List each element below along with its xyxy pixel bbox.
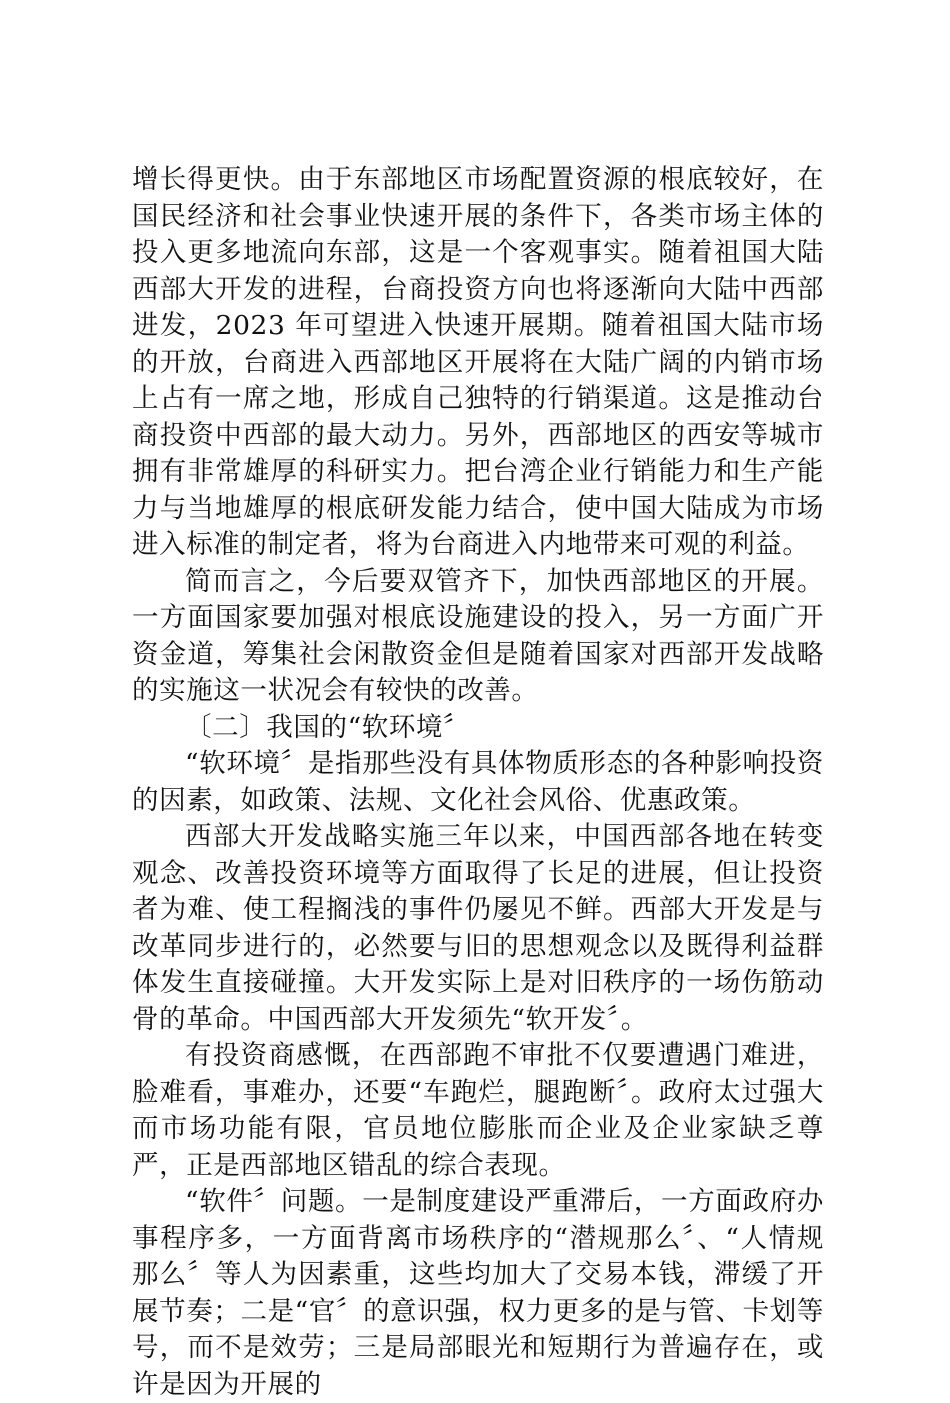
document-page <box>132 162 824 1403</box>
paragraph-software-issues: “软件〞问题。一是制度建设严重滞后，一方面政府办事程序多，一方面背离市场秩序的“潜规那么〞、“人情规那么〞等人为因素重，这些均加大了交易本钱，滞缓了开展节奏；二是“官〞的意识强，权力更多的是与管、卡划等号，而不是效劳；三是局部眼光和短期行为普遍存在，或许是因为开展的 <box>132 1186 824 1400</box>
paragraph-summary: 简而言之，今后要双管齐下，加快西部地区的开展。一方面国家要加强对根底设施建设的投入，另一方面广开资金道，筹集社会闲散资金但是随着国家对西部开发战略的实施这一状况会有较快的改善。 <box>132 565 824 706</box>
paragraph-strategy: 西部大开发战略实施三年以来，中国西部各地在转变观念、改善投资环境等方面取得了长足的进展，但让投资者为难、使工程搁浅的事件仍屡见不鲜。西部大开发是与改革同步进行的，必然要与旧的思想观念以及既得利益群体发生直接碰撞。大开发实际上是对旧秩序的一场伤筋动骨的革命。中国西部大开发须先“软开发〞。 <box>132 821 824 1035</box>
paragraph-definition: “软环境〞是指那些没有具体物质形态的各种影响投资的因素，如政策、法规、文化社会风俗、优惠政策。 <box>132 748 824 816</box>
paragraph-continuation: 增长得更快。由于东部地区市场配置资源的根底较好，在国民经济和社会事业快速开展的条件下，各类市场主体的投入更多地流向东部，这是一个客观事实。随着祖国大陆西部大开发的进程，台商投资方向也将逐渐向大陆中西部进发，2023 年可望进入快速开展期。随着祖国大陆市场的开放，台商进入西部地区开展将在大陆广阔的内销市场上占有一席之地，形成自己独特的行销渠道。这是推动台商投资中西部的最大动力。另外，西部地区的西安等城市拥有非常雄厚的科研实力。把台湾企业行销能力和生产能力与当地雄厚的根底研发能力结合，使中国大陆成为市场进入标准的制定者，将为台商进入内地带来可观的利益。 <box>132 164 824 560</box>
section-heading: 〔二〕我国的“软环境〞 <box>185 711 471 743</box>
paragraph-investor: 有投资商感慨，在西部跑不审批不仅要遭遇门难进，脸难看，事难办，还要“车跑烂，腿跑断〞。政府太过强大而市场功能有限，官员地位膨胀而企业及企业家缺乏尊严，正是西部地区错乱的综合表现。 <box>132 1040 824 1181</box>
